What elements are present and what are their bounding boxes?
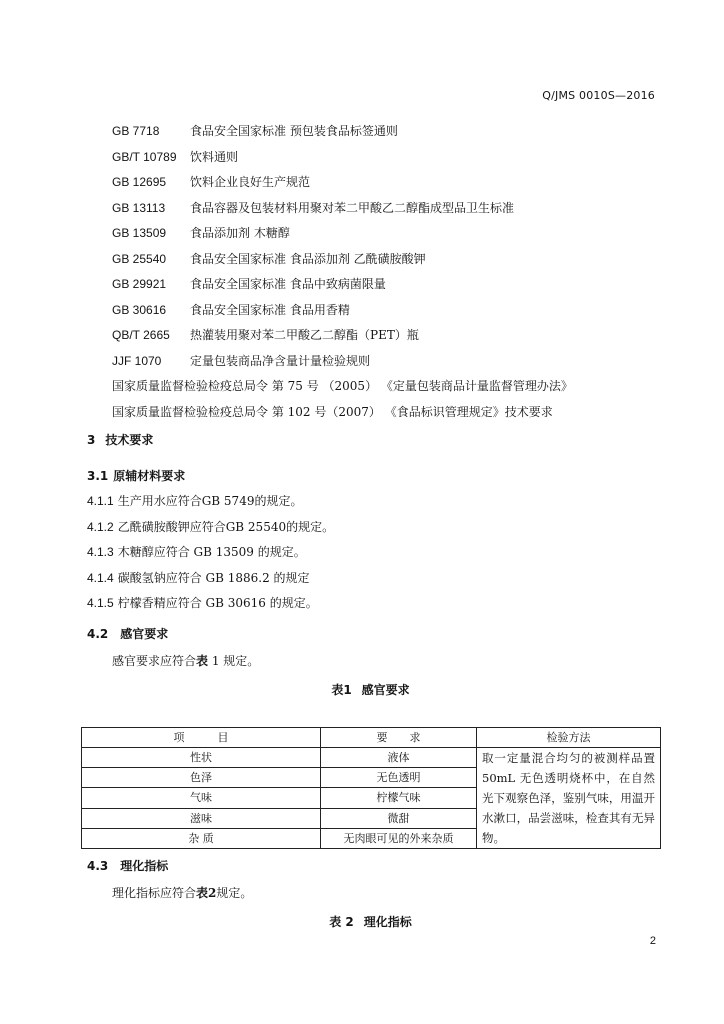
section-title: 原辅材料要求	[113, 469, 186, 483]
table-reference: 表	[196, 654, 209, 668]
reference-title: 饮料通则	[190, 149, 239, 164]
physicochemical-paragraph	[112, 883, 252, 903]
column-header-item: 项 目	[82, 728, 321, 748]
clause-number: 4.1.4	[87, 570, 114, 585]
clause-number: 4.1.1	[87, 494, 114, 508]
item-cell: 杂 质	[82, 828, 321, 848]
section-number: 4.3	[87, 859, 109, 873]
clause-text: 木糖醇应符合 GB 13509 的规定。	[117, 545, 306, 559]
reference-code: QB/T 2665	[112, 328, 170, 342]
section-title: 技术要求	[105, 433, 154, 447]
paragraph-text: 1 规定。	[208, 654, 260, 668]
item-cell: 气味	[82, 788, 321, 808]
reference-code: GB 30616	[112, 302, 167, 317]
reference-item	[112, 119, 672, 145]
reference-code: GB 12695	[112, 175, 167, 189]
reference-item	[112, 145, 672, 171]
section-heading-4-3	[87, 856, 168, 876]
sensory-requirement-paragraph	[112, 651, 259, 671]
reference-item	[112, 298, 672, 324]
requirement-cell: 液体	[321, 748, 477, 768]
clause-text: 柠檬香精应符合 GB 30616 的规定。	[117, 596, 318, 610]
reference-title: 饮料企业良好生产规范	[190, 175, 311, 189]
sensory-requirements-table	[81, 727, 661, 849]
reference-item	[112, 170, 672, 196]
column-header-requirement: 要 求	[321, 728, 477, 748]
column-header-test-method: 检验方法	[477, 728, 661, 748]
section-number: 4.2	[87, 627, 109, 641]
reference-code: GB 7718	[112, 124, 160, 138]
requirement-cell: 微甜	[321, 808, 477, 828]
clause-number: 4.1.5	[87, 596, 114, 610]
raw-material-requirements-list	[87, 489, 647, 617]
reference-item	[112, 196, 672, 222]
reference-title: 食品添加剂 木糖醇	[190, 226, 290, 240]
requirement-item	[87, 566, 647, 592]
table-header-row	[82, 728, 661, 748]
section-title: 感官要求	[120, 627, 169, 641]
clause-number: 4.1.2	[87, 519, 114, 534]
reference-item	[112, 247, 672, 273]
reference-code: GB/T 10789	[112, 149, 177, 164]
regulation-item: 国家质量监督检验检疫总局令 第 102 号（2007） 《食品标识管理规定》技术要求	[112, 404, 553, 419]
reference-item	[112, 349, 672, 375]
reference-code: JJF 1070	[112, 353, 162, 368]
reference-title: 热灌装用聚对苯二甲酸乙二醇酯（PET）瓶	[190, 328, 419, 342]
section-title: 理化指标	[120, 859, 169, 873]
reference-title: 食品容器及包装材料用聚对苯二甲酸乙二醇酯成型品卫生标准	[190, 200, 515, 215]
paragraph-text: 感官要求应符合	[112, 654, 197, 668]
section-number: 3.1	[87, 469, 109, 483]
reference-item	[112, 323, 672, 349]
reference-title: 定量包装商品净含量计量检验规则	[190, 353, 371, 368]
table-reference: 表2	[196, 886, 217, 900]
table-title: 感官要求	[361, 683, 410, 697]
requirement-cell: 柠檬气味	[321, 788, 477, 808]
table-title: 理化指标	[363, 915, 412, 929]
section-heading-3	[87, 430, 153, 450]
normative-references-list	[112, 119, 672, 425]
clause-text: 乙酰磺胺酸钾应符合GB 25540的规定。	[117, 519, 335, 534]
page-number: 2	[649, 935, 656, 947]
reference-code: GB 13113	[112, 200, 166, 215]
requirement-item	[87, 489, 647, 515]
reference-title: 食品安全国家标准 食品用香精	[190, 302, 350, 317]
reference-title: 食品安全国家标准 食品添加剂 乙酰磺胺酸钾	[190, 251, 426, 266]
item-cell: 色泽	[82, 768, 321, 788]
requirement-cell: 无肉眼可见的外来杂质	[321, 828, 477, 848]
reference-code: GB 29921	[112, 277, 167, 291]
requirement-item	[87, 540, 647, 566]
document-code-header: Q/JMS 0010S—2016	[542, 89, 655, 102]
table-number: 表1	[331, 683, 352, 697]
section-number: 3	[87, 433, 96, 447]
reference-code: GB 25540	[112, 251, 167, 266]
reference-title: 食品安全国家标准 食品中致病菌限量	[190, 277, 386, 291]
regulation-item: 国家质量监督检验检疫总局令 第 75 号 （2005） 《定量包装商品计量监督管理办法》	[112, 379, 573, 393]
clause-number: 4.1.3	[87, 545, 114, 559]
table-row	[82, 748, 661, 768]
section-heading-3-1	[87, 466, 185, 486]
test-method-cell: 取一定量混合均匀的被测样品置50mL 无色透明烧杯中，在自然光下观察色泽，鉴别气味，用温开水漱口，品尝滋味，检查其有无异物。	[477, 748, 661, 849]
reference-item	[112, 221, 672, 247]
section-heading-4-2	[87, 624, 168, 644]
item-cell: 滋味	[82, 808, 321, 828]
clause-text: 生产用水应符合GB 5749的规定。	[117, 494, 303, 508]
reference-item	[112, 272, 672, 298]
clause-text: 碳酸氢钠应符合 GB 1886.2 的规定	[117, 570, 310, 585]
table-number: 表 2	[329, 915, 354, 929]
paragraph-text: 规定。	[216, 886, 253, 900]
requirement-cell: 无色透明	[321, 768, 477, 788]
table-2-caption	[81, 912, 660, 932]
reference-code: GB 13509	[112, 226, 167, 240]
requirement-item	[87, 515, 647, 541]
requirement-item	[87, 591, 647, 617]
paragraph-text: 理化指标应符合	[112, 886, 197, 900]
item-cell: 性状	[82, 748, 321, 768]
table-1-caption	[81, 680, 660, 700]
reference-title: 食品安全国家标准 预包装食品标签通则	[190, 124, 398, 138]
